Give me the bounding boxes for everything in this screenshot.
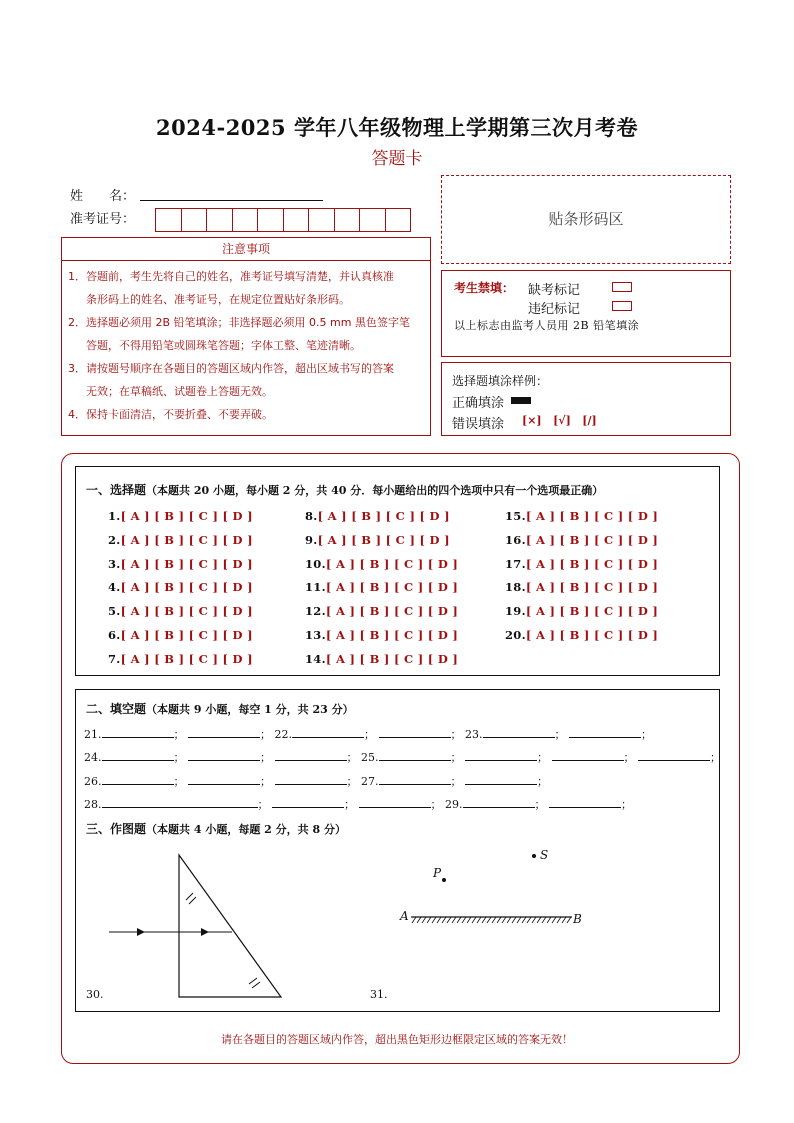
mcq-number: 6. [108, 627, 121, 642]
mcq-question[interactable] [505, 509, 658, 533]
mcq-question[interactable] [305, 533, 458, 557]
mcq-options[interactable]: [ A ] [ B ] [ C ] [ D ] [120, 627, 253, 642]
hatch-line [427, 917, 431, 923]
page-title: 2024-2025 学年八年级物理上学期第三次月考卷 [156, 115, 638, 140]
sep: ； [537, 775, 548, 788]
blank[interactable] [102, 797, 258, 808]
blank[interactable] [463, 797, 535, 808]
notice-item: 1．答题前，考生先将自己的姓名，准考证号填写清楚，并认真核准 [68, 270, 394, 283]
mcq-options[interactable]: [ A ] [ B ] [ C ] [ D ] [325, 651, 459, 666]
mcq-options[interactable]: [ A ] [ B ] [ C ] [ D ] [317, 509, 450, 523]
blank[interactable] [275, 750, 347, 761]
notice-item: 2．选择题必须用 2B 铅笔填涂；非选择题必须用 0.5 mm 黑色签字笔 [68, 316, 410, 329]
sep: ； [534, 798, 546, 811]
label-P: P [433, 866, 442, 880]
wrong-mark-slash: [/] [582, 414, 597, 427]
mcq-question[interactable] [108, 652, 253, 676]
wrong-mark-cross: [×] [522, 414, 542, 427]
hatch-line [447, 917, 451, 923]
blank[interactable] [188, 750, 260, 761]
mcq-question[interactable] [505, 604, 658, 628]
blank[interactable] [465, 774, 537, 785]
hatch-line [542, 917, 546, 923]
fill-title [86, 700, 354, 717]
ray-arrow-2 [201, 928, 209, 936]
id-cell[interactable] [181, 208, 208, 232]
mcq-number: 10. [305, 556, 326, 571]
sep: ； [430, 798, 442, 811]
absent-checkbox[interactable] [612, 282, 632, 292]
blank[interactable] [379, 750, 451, 761]
exam-marks-note: 以上标志由监考人员用 2B 铅笔填涂 [454, 319, 640, 332]
sep: ； [537, 751, 548, 764]
mcq-options[interactable]: [ A ] [ B ] [ C ] [ D ] [120, 532, 253, 547]
mcq-options[interactable]: [ A ] [ B ] [ C ] [ D ] [525, 580, 659, 595]
sep: ； [173, 775, 185, 788]
sep: ； [346, 751, 358, 764]
mcq-number: 2. [108, 532, 121, 547]
section-mcq [75, 466, 720, 676]
hatch-line [492, 917, 496, 923]
mcq-number: 15. [505, 509, 526, 523]
mcq-number: 1. [108, 509, 121, 523]
sep: ； [623, 751, 635, 764]
sep: ； [621, 798, 632, 811]
fill-row-28-29 [84, 796, 632, 812]
notice-item: 条形码上的姓名、准考证号，在规定位置贴好条形码。 [86, 293, 350, 306]
blank[interactable] [102, 750, 174, 761]
fill-title-text: 二、填空题 [86, 702, 147, 716]
hatch-line [507, 917, 511, 923]
mcq-number: 8. [305, 509, 318, 523]
hatch-line [457, 917, 461, 923]
hatch-line [467, 917, 471, 923]
notice-title: 注意事项 [221, 242, 270, 256]
blank[interactable] [102, 774, 174, 785]
mcq-options[interactable]: [ A ] [ B ] [ C ] [ D ] [525, 532, 659, 547]
blank[interactable] [272, 797, 344, 808]
hatch-line [417, 917, 421, 923]
notice-header [61, 237, 431, 261]
hatch-mark [252, 982, 260, 988]
hatch-mark [189, 897, 196, 904]
blank[interactable] [292, 727, 364, 738]
hatch-line [432, 917, 436, 923]
hatch-line [422, 917, 426, 923]
label-A: A [400, 909, 409, 923]
mcq-options[interactable]: [ A ] [ B ] [ C ] [ D ] [525, 604, 659, 619]
mcq-number: 20. [505, 627, 526, 642]
prism-diagram[interactable] [101, 848, 291, 998]
q29-label: 29. [445, 798, 463, 811]
mcq-options[interactable]: [ A ] [ B ] [ C ] [ D ] [525, 627, 659, 642]
ray-arrow-1 [137, 928, 145, 936]
mcq-desc: （本题共 20 小题，每小题 2 分，共 40 分．每小题给出的四个选项中只有一个选项最正确） [146, 484, 604, 497]
sep: ； [641, 728, 652, 741]
id-cell[interactable] [385, 208, 412, 232]
mcq-question[interactable] [505, 580, 658, 604]
fill-desc: （本题共 9 小题，每空 1 分，共 23 分） [146, 703, 354, 716]
hatch-line [552, 917, 556, 923]
violation-label: 违纪标记 [528, 302, 581, 317]
mcq-question[interactable] [108, 580, 253, 604]
wrong-mark-check: [√] [553, 414, 571, 427]
mcq-question[interactable] [108, 604, 253, 628]
mcq-title-text: 一、选择题 [86, 483, 147, 497]
mcq-number: 18. [505, 580, 526, 595]
q30-label: 30. [86, 988, 104, 1001]
blank[interactable] [359, 797, 431, 808]
draw-title-text: 三、作图题 [86, 822, 147, 836]
mcq-question[interactable] [108, 557, 253, 581]
mcq-options[interactable]: [ A ] [ B ] [ C ] [ D ] [120, 556, 253, 571]
sep: ； [260, 728, 271, 741]
sep: ； [364, 728, 375, 741]
q22-label: 22. [274, 728, 292, 741]
notice-item: 无效；在草稿纸、试题卷上答题无效。 [86, 385, 273, 398]
hatch-line [452, 917, 456, 923]
hatch-line [472, 917, 476, 923]
blank[interactable] [275, 774, 347, 785]
notice-item: 答题，不得用铅笔或圆珠笔答题；字体工整、笔迹清晰。 [86, 339, 361, 352]
sep: ； [554, 728, 566, 741]
sep: ； [450, 728, 462, 741]
mcq-options[interactable]: [ A ] [ B ] [ C ] [ D ] [120, 509, 253, 523]
hatch-line [462, 917, 466, 923]
id-cell[interactable] [359, 208, 386, 232]
blank[interactable] [188, 727, 260, 738]
absent-label: 缺考标记 [528, 283, 581, 298]
label-B: B [573, 912, 582, 926]
hatch-mark [249, 978, 257, 984]
id-cell[interactable] [155, 208, 182, 232]
q23-label: 23. [465, 728, 483, 741]
sep: ； [257, 798, 269, 811]
mirror-diagram[interactable] [396, 845, 596, 935]
hatch-line [562, 917, 566, 923]
footer-warning: 请在各题目的答题区域内作答，超出黑色矩形边框限定区域的答案无效！ [221, 1033, 573, 1046]
mcq-question[interactable] [305, 509, 458, 533]
q26-label: 26. [84, 775, 102, 788]
hatch-line [532, 917, 536, 923]
hatch-line [477, 917, 481, 923]
mcq-options[interactable]: [ A ] [ B ] [ C ] [ D ] [120, 604, 253, 619]
blank[interactable] [549, 797, 621, 808]
mcq-number: 9. [305, 532, 318, 547]
mirror-hatching [412, 917, 571, 923]
mcq-options[interactable]: [ A ] [ B ] [ C ] [ D ] [317, 532, 450, 547]
hatch-line [567, 917, 571, 923]
draw-desc: （本题共 4 小题，每题 2 分，共 8 分） [146, 823, 346, 836]
wrong-fill-label: 错误填涂 [452, 417, 505, 432]
notice-item: 3．请按题号顺序在各题目的答题区域内作答，超出区域书写的答案 [68, 362, 394, 375]
mcq-number: 13. [305, 627, 326, 642]
mcq-question[interactable] [505, 628, 658, 652]
mcq-question[interactable] [305, 557, 458, 581]
mcq-options[interactable]: [ A ] [ B ] [ C ] [ D ] [325, 604, 459, 619]
q24-label: 24. [84, 751, 102, 764]
id-cell[interactable] [334, 208, 361, 232]
sep: ； [346, 775, 358, 788]
sep: ； [344, 798, 355, 811]
hatch-line [442, 917, 446, 923]
sep: ； [260, 775, 271, 788]
mcq-question[interactable] [108, 533, 253, 557]
point-P [442, 878, 446, 882]
exam-marks-box [441, 270, 731, 357]
name-label: 姓 名： [70, 189, 136, 204]
id-label: 准考证号： [70, 212, 136, 227]
mcq-options[interactable]: [ A ] [ B ] [ C ] [ D ] [120, 651, 253, 666]
wrong-fill-samples [522, 414, 597, 427]
name-field[interactable] [140, 200, 323, 201]
correct-fill-label: 正确填涂 [452, 396, 505, 411]
section-fill-draw [75, 689, 720, 1012]
mcq-options[interactable]: [ A ] [ B ] [ C ] [ D ] [325, 627, 459, 642]
mcq-options[interactable]: [ A ] [ B ] [ C ] [ D ] [525, 509, 659, 523]
hatch-line [437, 917, 441, 923]
mcq-question[interactable] [305, 628, 458, 652]
blank[interactable] [379, 774, 451, 785]
mcq-number: 16. [505, 532, 526, 547]
hatch-line [512, 917, 516, 923]
mcq-question[interactable] [305, 652, 458, 676]
fill-row-26-27 [84, 773, 548, 789]
id-cell[interactable] [283, 208, 310, 232]
fill-example-label: 选择题填涂样例： [452, 374, 549, 388]
mcq-number: 12. [305, 604, 326, 619]
q21-label: 21. [84, 728, 102, 741]
blank[interactable] [465, 750, 537, 761]
id-cell[interactable] [232, 208, 259, 232]
blank[interactable] [552, 750, 624, 761]
hatch-line [522, 917, 526, 923]
sep: ； [260, 751, 271, 764]
violation-checkbox[interactable] [612, 301, 632, 311]
mcq-number: 7. [108, 651, 121, 666]
mcq-number: 11. [305, 580, 326, 595]
point-S [532, 854, 536, 858]
mcq-title [86, 481, 603, 498]
q27-label: 27. [361, 775, 379, 788]
sep: ； [450, 775, 462, 788]
blank[interactable] [569, 727, 641, 738]
mcq-number: 14. [305, 651, 326, 666]
hatch-mark [186, 893, 193, 900]
blank[interactable] [379, 727, 451, 738]
mcq-options[interactable]: [ A ] [ B ] [ C ] [ D ] [325, 556, 459, 571]
hatch-line [557, 917, 561, 923]
barcode-area [441, 175, 731, 264]
hatch-line [482, 917, 486, 923]
blank[interactable] [638, 750, 710, 761]
correct-fill-sample [511, 397, 531, 404]
sep: ； [173, 751, 185, 764]
mcq-question[interactable] [505, 557, 658, 581]
draw-title [86, 820, 346, 837]
id-cell[interactable] [308, 208, 335, 232]
mcq-question[interactable] [505, 533, 658, 557]
fill-example-box [441, 362, 731, 436]
sep: ； [173, 728, 185, 741]
label-S: S [540, 848, 549, 862]
mcq-number: 17. [505, 556, 526, 571]
hatch-line [547, 917, 551, 923]
fill-row-21-23 [84, 726, 652, 742]
blank[interactable] [483, 727, 555, 738]
mcq-options[interactable]: [ A ] [ B ] [ C ] [ D ] [525, 556, 659, 571]
notice-box [61, 260, 431, 436]
mcq-question[interactable] [305, 580, 458, 604]
hatch-line [527, 917, 531, 923]
id-cell[interactable] [257, 208, 284, 232]
blank[interactable] [102, 727, 174, 738]
barcode-label: 贴条形码区 [548, 210, 624, 228]
sep: ； [710, 751, 721, 764]
hatch-line [497, 917, 501, 923]
mcq-options[interactable]: [ A ] [ B ] [ C ] [ D ] [120, 580, 253, 595]
id-cell[interactable] [206, 208, 233, 232]
hatch-line [487, 917, 491, 923]
blank[interactable] [188, 774, 260, 785]
fill-row-24-25 [84, 749, 721, 765]
hatch-line [502, 917, 506, 923]
mcq-question[interactable] [108, 509, 253, 533]
exam-marks-label: 考生禁填： [454, 281, 515, 295]
hatch-line [517, 917, 521, 923]
id-number-cells[interactable] [155, 208, 410, 232]
notice-item: 4．保持卡面清洁，不要折叠、不要弄破。 [68, 408, 273, 421]
mcq-question[interactable] [305, 604, 458, 628]
mcq-number: 19. [505, 604, 526, 619]
mcq-question[interactable] [108, 628, 253, 652]
q31-label: 31. [370, 988, 388, 1001]
q28-label: 28. [84, 798, 102, 811]
hatch-line [537, 917, 541, 923]
prism-triangle [179, 855, 281, 997]
mcq-number: 5. [108, 604, 121, 619]
mcq-number: 4. [108, 580, 121, 595]
q25-label: 25. [361, 751, 379, 764]
mcq-number: 3. [108, 556, 121, 571]
mcq-options[interactable]: [ A ] [ B ] [ C ] [ D ] [325, 580, 459, 595]
hatch-line [412, 917, 416, 923]
sep: ； [450, 751, 462, 764]
page-subtitle: 答题卡 [371, 149, 423, 169]
